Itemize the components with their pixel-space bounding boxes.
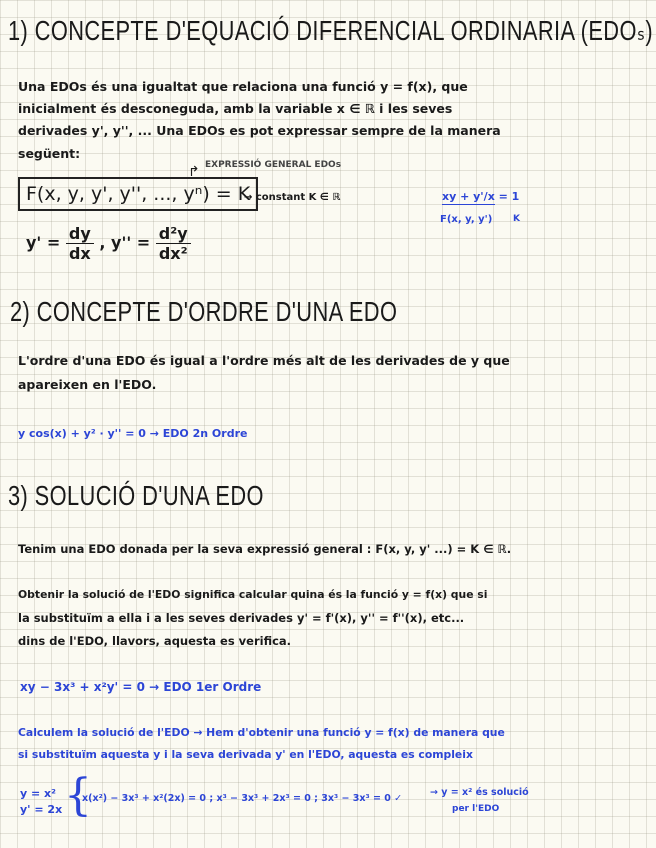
section1-heading: 1) CONCEPTE D'EQUACIÓ DIFERENCIAL ORDINARIA (EDOₛ) (8, 15, 654, 46)
solution-conclusion2: per l'EDO (452, 804, 500, 814)
example-k: K (513, 214, 520, 224)
section2-para-line2: apareixen en l'EDO. (18, 377, 157, 392)
section1-para-line1: Una EDOs és una igualtat que relaciona una funció y = f(x), que (18, 79, 468, 94)
section3-line4: dins de l'EDO, llavors, aquesta es verifica. (18, 634, 292, 648)
example-edo (442, 190, 519, 203)
solution-conclusion1: → y = x² és solució (430, 787, 529, 798)
deriv1-den: dx (68, 244, 91, 263)
general-formula-box: F(x, y, y', y'', ..., yⁿ) = K (18, 177, 258, 211)
example-under: F(x, y, y') (440, 214, 493, 225)
deriv2-den: dx² (158, 244, 188, 263)
section1-para-line4: següent: (18, 146, 81, 161)
deriv2-lhs: , y'' = (99, 233, 151, 252)
section3-example: xy − 3x³ + x²y' = 0 → EDO 1er Ordre (20, 680, 262, 694)
deriv2-num: d²y (156, 224, 191, 244)
curved-arrow-icon: ↱ (188, 164, 200, 180)
deriv1-num: dy (66, 224, 94, 244)
section3-line3: la substituïm a ella i a les seves derivades y' = f'(x), y'' = f''(x), etc... (18, 611, 465, 625)
section2-para-line1: L'ordre d'una EDO és igual a l'ordre més alt de les derivades de y que (18, 353, 510, 368)
calc-line1: Calculem la solució de l'EDO → Hem d'obtenir una funció y = f(x) de manera que (18, 726, 505, 739)
deriv1-lhs: y' = (26, 233, 61, 252)
constant-note: → constant K ∈ ℝ (244, 192, 341, 203)
section1-para-line2: inicialment és desconeguda, amb la variable x ∈ ℝ i les seves (18, 101, 453, 116)
section1-para-line3: derivades y', y'', ... Una EDOs es pot expressar sempre de la manera (18, 123, 501, 138)
section3-line2: Obtenir la solució de l'EDO significa calcular quina és la funció y = f(x) que si (18, 588, 488, 601)
section3-heading: 3) SOLUCIÓ D'UNA EDO (8, 480, 264, 511)
solution-yprime: y' = 2x (20, 803, 63, 816)
example-eq: = 1 (498, 190, 520, 203)
brace-icon: { (64, 770, 92, 821)
calc-line2: si substituïm aquesta y i la seva derivada y' en l'EDO, aquesta es compleix (18, 748, 473, 761)
section2-example: y cos(x) + y² · y'' = 0 → EDO 2n Ordre (18, 427, 248, 440)
example-lhs: xy + y'/x (442, 190, 495, 203)
solution-y: y = x² (20, 787, 56, 800)
section2-heading: 2) CONCEPTE D'ORDRE D'UNA EDO (10, 296, 398, 327)
section3-line1: Tenim una EDO donada per la seva expressió general : F(x, y, y' ...) = K ∈ ℝ. (18, 542, 512, 556)
first-derivative-definition (26, 224, 191, 263)
solution-work: x(x²) − 3x³ + x²(2x) = 0 ; x³ − 3x³ + 2x³ = 0 ; 3x³ − 3x³ = 0 ✓ (82, 793, 403, 804)
general-expression-label: EXPRESSIÓ GENERAL EDOs (205, 160, 342, 170)
